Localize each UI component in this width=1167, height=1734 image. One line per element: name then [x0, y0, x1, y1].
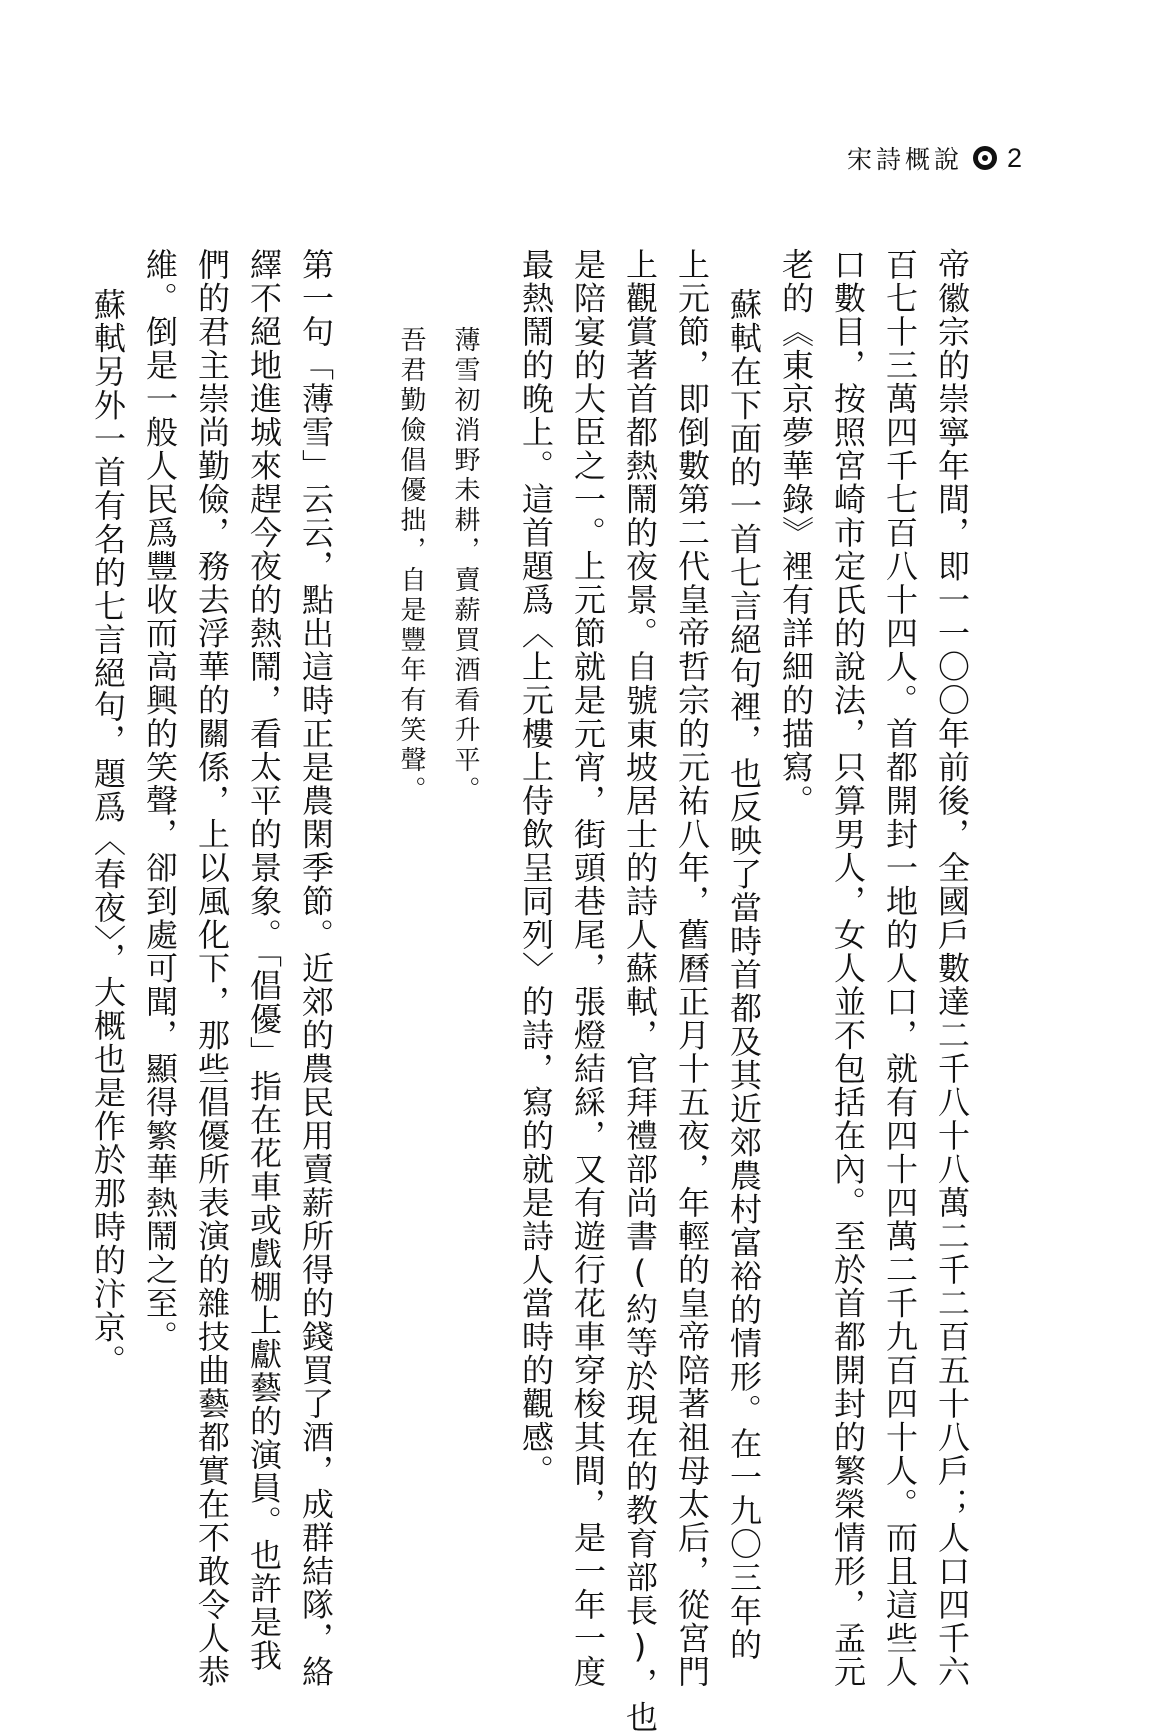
text-column: 是陪宴的大臣之一。上元節就是元宵，街頭巷尾，張燈結綵，又有遊行花車穿梭其間，是一年一度 [569, 248, 607, 1689]
text-column: 百七十三萬四千七百八十四人。首都開封一地的人口，就有四十四萬二千九百四十人。而且這些人 [881, 248, 919, 1689]
circle-ornament-icon [973, 146, 997, 170]
poem-line: 薄雪初消野未耕，賣薪買酒看升平。 [450, 326, 480, 806]
text-column: 最熱鬧的晚上。這首題爲〈上元樓上侍飲呈同列〉的詩，寫的就是詩人當時的觀感。 [517, 248, 555, 1488]
page-number: 2 [1006, 142, 1022, 173]
text-column: 老的《東京夢華錄》裡有詳細的描寫。 [777, 248, 815, 818]
text-column: 繹不絕地進城來趕今夜的熱鬧，看太平的景象。「倡優」指在花車或戲棚上獻藝的演員。也許是我 [245, 248, 283, 1673]
paragraph-first-column: 蘇軾另外一首有名的七言絕句，題爲〈春夜〉，大概也是作於那時的汴京。 [89, 288, 127, 1378]
text-column: 上觀賞著首都熱鬧的夜景。自號東坡居士的詩人蘇軾，官拜禮部尚書(約等於現在的教育部長)，也 [621, 248, 659, 1734]
text-column: 口數目，按照宮崎市定氏的說法，只算男人，女人並不包括在內。至於首都開封的繁榮情形，孟元 [829, 248, 867, 1689]
paragraph-first-column: 蘇軾在下面的一首七言絕句裡，也反映了當時首都及其近郊農村富裕的情形。在一九〇三年的 [725, 288, 763, 1662]
text-column: 們的君主崇尚勤儉，務去浮華的關係，上以風化下，那些倡優所表演的雜技曲藝都實在不敢令人恭 [193, 248, 231, 1689]
poem-line: 吾君勤儉倡優拙，自是豐年有笑聲。 [396, 326, 426, 806]
text-column: 維。倒是一般人民爲豐收而高興的笑聲，卻到處可聞，顯得繁華熱鬧之至。 [141, 248, 179, 1354]
running-header [847, 138, 1022, 178]
text-column: 上元節，即倒數第二代皇帝哲宗的元祐八年，舊曆正月十五夜，年輕的皇帝陪著祖母太后，從宮門 [673, 248, 711, 1689]
text-column: 第一句「薄雪」云云，點出這時正是農閑季節。近郊的農民用賣薪所得的錢買了酒，成群結隊，絡 [297, 248, 335, 1689]
text-column: 帝徽宗的崇寧年間，即一一〇〇年前後，全國戶數達二千八十八萬二千二百五十八戶；人口四千六 [933, 248, 971, 1689]
book-title: 宋詩概說 [846, 145, 963, 174]
